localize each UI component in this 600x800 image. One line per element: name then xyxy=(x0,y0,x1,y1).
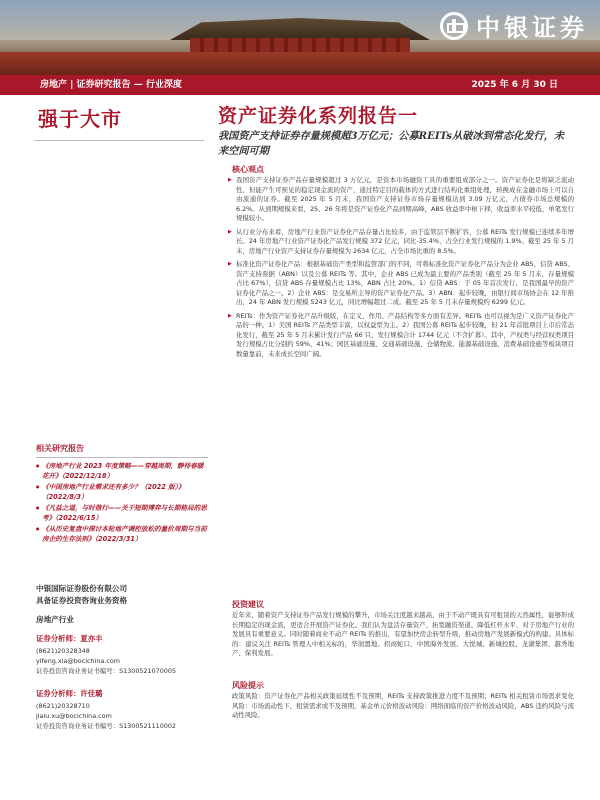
organization-info xyxy=(36,583,211,607)
left-column xyxy=(34,95,204,141)
key-point: ▶ 从行业分布来看，房地产行业资产证券化产品存量占比较多，由于监管层不断扩容，公募 REITs 发行规模已连续多年增长。24 年房地产行业资产证券化产品发行规模 372 亿元，同比-35.4%，占全行业发行规模的 1.9%。截至 25 年 5 月末，房地产行业资产支持证券存量规模为 2634 亿元，占全市场比重的 8.5%。 xyxy=(228,228,574,257)
analyst-phone: (8621)20328710 xyxy=(36,702,90,710)
sector-rating: 强于大市 xyxy=(34,103,204,141)
related-report-link[interactable]: ● 《从历史复盘中探讨本轮地产调控放松的量价周期与当前房企的生存法则》（2022/3/31） xyxy=(36,524,208,544)
key-point: ▶ 标准化资产证券化产品：根据基础资产类型和监管部门的不同，可将标准化资产证券化产品分为企业 ABS、信贷 ABS、资产支持票据（ABN）以及公募 REITs 等。其中，企业 ABS 已成为最主要的产品类别（截至 25 年 5 月末，存量规模占比 67%），信贷 ABS 存量规模占比 13%，ABN 占比 20%。1）信贷 ABS：于 05 年首次发行，是我国最早的资产证券化产品之一。2）企业 ABS：是交易所主导的资产证券化产品。3）ABN：起步较晚，由银行间市场协会在 12 年推出，24 年 ABN 发行规模 5243 亿元，同比增幅超过二成。截至 25 年 5 月末存量规模约 6299 亿元。 xyxy=(228,260,574,308)
analyst-name: 证券分析师：许佳璐 xyxy=(36,689,103,698)
report-title: 资产证券化系列报告一 xyxy=(218,105,419,127)
related-report-link[interactable]: ● 《房地产行业 2023 年度策略——穿越周期，静待春暖花开》（2022/12/18） xyxy=(36,461,208,481)
palace-wall-image xyxy=(0,52,600,75)
investment-text: 近年来，随着资产支持证券产品发行规模的攀升，市场关注度越来越高，由于不动产既具有可租赁的天然属性，能够形成长期稳定的现金流，更适合开展资产证券化。我们认为盘活存量资产、拓宽融资渠道、降低杠杆水平，对于房地产行业的发展具有重要意义。同时随着商业不动产 REITs 的推出，有望加快房企转型升级，推动房地产发展新模式的构建。具体标的：建议关注 REITs 管理人中相关标的，华润置地、招商蛇口、中国海外发展、大悦城、新城控股、龙湖集团、越秀地产、保利发展。 xyxy=(232,611,574,657)
analyst-email[interactable]: yifeng.xia@bocichina.com xyxy=(36,657,120,665)
key-point: ▶ REITs：作为资产证券化产品升级版，在定义、作用、产品结构等多方面有差异。REITs 也可以视为是广义资产证券化产品的一种。1）美国 REITs 产品类型丰富，以权益型为主。2）我国公募 REITs 起步较晚，但 21 年首批项目上市后常态化发行，截至 25 年 5 月末累计发行产品 66 只，发行规模合计 1744 亿元（不含扩募）。其中，产权类与经营权类项目发行规模占比分别约 59%、41%；园区基础设施、交通基础设施、仓储物流、能源基础设施、消费基础设施等板块项目数量靠前，未来成长空间广阔。 xyxy=(228,312,574,360)
analyst-name: 证券分析师：夏亦丰 xyxy=(36,634,103,643)
analyst-phone: (8621)20328348 xyxy=(36,647,90,655)
logo-text: 中银证券 xyxy=(476,13,588,42)
analyst-cert: 证券投资咨询业务证书编号：S1300521070005 xyxy=(36,667,176,675)
report-info-bar xyxy=(0,75,600,95)
boc-logo-icon xyxy=(440,12,468,40)
organization-name: 中银国际证券股份有限公司 xyxy=(36,584,128,593)
analyst-email[interactable]: jialu.xu@bocichina.com xyxy=(36,712,112,720)
organization-qualification: 具备证券投资咨询业务资格 xyxy=(36,596,128,605)
analyst-card xyxy=(36,634,216,676)
report-date: 2025 年 6 月 30 日 xyxy=(471,80,558,90)
header-banner xyxy=(0,0,600,75)
report-category: 房地产 | 证券研究报告 — 行业深度 xyxy=(40,80,182,90)
related-report-link[interactable]: ● 《中国房地产行业需求还有多少？（2022 版）》（2022/8/3） xyxy=(36,482,208,502)
risk-text: 政策风险：资产证券化产品相关政策延续性不及预期，REITs 支持政策推进力度不及预期；REITs 相关租赁市场需求变化风险：市场流动性下，租赁需求或不及预期，基金单元价格波动风险：网络面临的资产价格波动风险，ABS 违约风险与流动性风险。 xyxy=(232,692,574,719)
key-points-list xyxy=(228,176,574,363)
analyst-card xyxy=(36,689,216,731)
risk-heading: 风险提示 xyxy=(232,681,264,690)
related-research-heading: 相关研究报告 xyxy=(36,443,208,458)
key-point: ▶ 我国资产支持证券产品存量规模超过 3 万亿元，是资本市场融资工具的重要组成部分之一。资产证券化是将缺乏流动性、但能产生可预见的稳定现金流的资产，通过特定目的载体的方式进行结构化重组处理，转换成在金融市场上可以自由流通的证券。截至 2025 年 5 月末，我国资产支持证券市场存量规模达到 3.09 万亿元，占债券市场总规模的 6.2%。从到期规模来看，25、26 年将是资产证券化产品到期高峰，ABS 收益率中枢下移，收益率水平较低，单笔发行规模较小。 xyxy=(228,176,574,224)
related-report-link[interactable]: ● 《凡益之道，与时偕行——关于短期博弈与长期格局的思考》（2022/6/15） xyxy=(36,503,208,523)
related-research xyxy=(36,443,208,545)
industry-label: 房地产行业 xyxy=(36,615,74,624)
key-points-heading: 核心观点 xyxy=(232,165,264,174)
analyst-cert: 证券投资咨询业务证书编号：S1300521110002 xyxy=(36,722,176,730)
company-logo xyxy=(440,8,588,43)
report-subtitle: 我国资产支持证券存量规模超3万亿元；公募REITs从破冰到常态化发行，未来空间可期 xyxy=(218,130,565,157)
investment-heading: 投资建议 xyxy=(232,600,264,609)
